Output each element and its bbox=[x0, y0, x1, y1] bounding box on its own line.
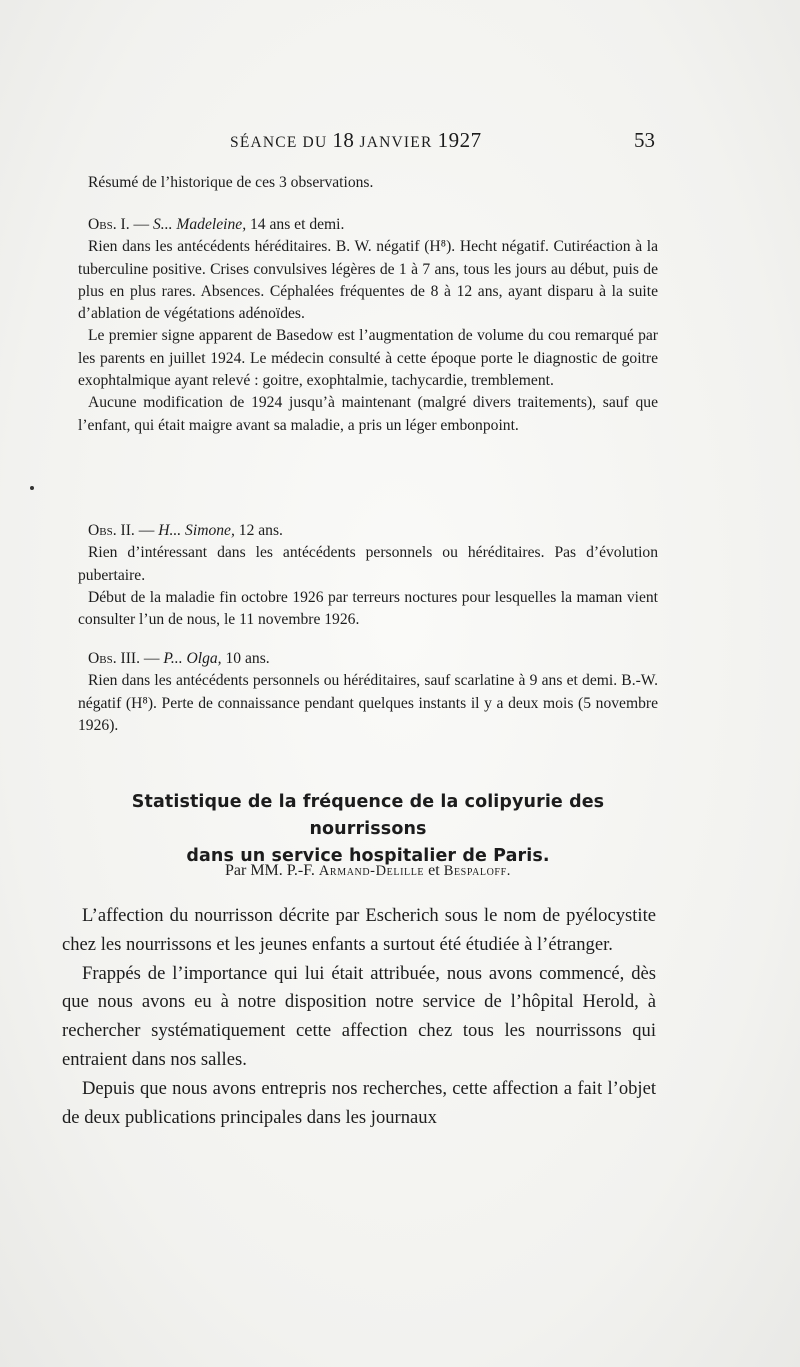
obs2-heading bbox=[78, 520, 658, 542]
page-header bbox=[78, 128, 655, 158]
obs3-label: Obs. III. bbox=[88, 650, 140, 667]
article-paragraph-2: Frappés de l’importance qui lui était attribuée, nous avons commencé, dès que nous avons eu à notre disposition notre service de l’hôpital Herold, à rechercher systématiquement cette affection chez tous les nourrissons qui entraient dans nos salles. bbox=[62, 962, 656, 1070]
obs1-heading bbox=[78, 214, 658, 236]
obs1-label: Obs. I. bbox=[88, 216, 130, 233]
running-title-mid: JANVIER bbox=[354, 134, 438, 151]
obs1-age: 14 ans et demi. bbox=[246, 216, 345, 233]
running-title-year: 1927 bbox=[437, 128, 482, 152]
running-title-day: 18 bbox=[332, 128, 355, 152]
obs2-name: H... Simone, bbox=[158, 522, 235, 539]
running-title bbox=[230, 128, 482, 153]
observation-1 bbox=[78, 214, 658, 437]
obs3-dash: — bbox=[140, 650, 164, 667]
article-body bbox=[62, 902, 656, 1132]
summary-block bbox=[78, 172, 658, 194]
obs3-name: P... Olga, bbox=[163, 650, 222, 667]
obs1-paragraph-2: Le premier signe apparent de Basedow est l’augmentation de volume du cou remarqué par les parents en juillet 1924. Le médecin consulté à cette époque porte le diagnostic de goitre exophtalmique ayant relevé : goitre, exophtalmie, tachycardie, tremblement. bbox=[78, 327, 658, 390]
obs2-age: 12 ans. bbox=[234, 522, 283, 539]
obs1-dash: — bbox=[129, 216, 153, 233]
article-title bbox=[78, 789, 658, 870]
article-byline bbox=[78, 862, 658, 880]
obs2-paragraph-1: Rien d’intéressant dans les antécédents personnels ou héréditaires. Pas d’évolution pubertaire. bbox=[78, 544, 658, 584]
article-title-line-2: dans un service hospitalier de Paris. bbox=[186, 846, 550, 866]
obs1-paragraph-3: Aucune modification de 1924 jusqu’à maintenant (malgré divers traitements), sauf que l’enfant, qui était maigre avant sa maladie, a pris un léger embonpoint. bbox=[78, 394, 658, 434]
article-paragraph-1: L’affection du nourrisson décrite par Escherich sous le nom de pyélocystite chez les nourrissons et les jeunes enfants a surtout été étudiée à l’étranger. bbox=[62, 905, 656, 955]
article-title-line-1: Statistique de la fréquence de la colipyurie des nourrissons bbox=[131, 792, 605, 839]
observation-2 bbox=[78, 520, 658, 631]
obs1-paragraph-1: Rien dans les antécédents héréditaires. B. W. négatif (H⁸). Hecht négatif. Cutiréaction à la tuberculine positive. Crises convulsives légères de 1 à 7 ans, tous les jours au début, puis de plus en plus rares. Absences. Céphalées fréquentes de 8 à 12 ans, ayant disparu à la suite d’ablation de végétations adénoïdes. bbox=[78, 238, 658, 323]
obs3-age: 10 ans. bbox=[221, 650, 270, 667]
summary-line: Résumé de l’historique de ces 3 observations. bbox=[88, 174, 374, 191]
obs1-name: S... Madeleine, bbox=[153, 216, 247, 233]
obs2-dash: — bbox=[134, 522, 159, 539]
article-paragraph-3: Depuis que nous avons entrepris nos recherches, cette affection a fait l’objet de deux publications principales dans les journaux bbox=[62, 1077, 656, 1128]
byline-and: et bbox=[424, 862, 444, 879]
running-title-pre: SÉANCE DU bbox=[230, 134, 333, 151]
page-number: 53 bbox=[634, 128, 655, 152]
author-2: Bespaloff. bbox=[443, 863, 511, 879]
obs2-label: Obs. II. bbox=[88, 522, 135, 539]
author-1: Armand-Delille bbox=[318, 863, 425, 879]
byline-prefix: Par MM. P.-F. bbox=[225, 862, 319, 879]
margin-dot bbox=[30, 486, 34, 490]
obs3-paragraph-1: Rien dans les antécédents personnels ou héréditaires, sauf scarlatine à 9 ans et demi. B.-W. négatif (H⁸). Perte de connaissance pendant quelques instants il y a deux mois (5 novembre 1926). bbox=[78, 672, 658, 734]
observation-3 bbox=[78, 648, 658, 737]
obs3-heading bbox=[78, 648, 658, 670]
obs2-paragraph-2: Début de la maladie fin octobre 1926 par terreurs noctures pour lesquelles la maman vient consulter l’un de nous, le 11 novembre 1926. bbox=[78, 588, 658, 629]
